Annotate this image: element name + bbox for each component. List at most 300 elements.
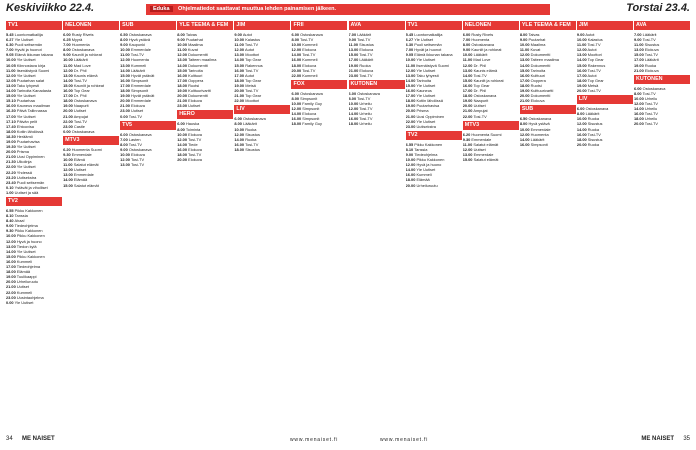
program-title: Yle Uutiset bbox=[16, 144, 36, 150]
program-title: Autot bbox=[242, 32, 252, 37]
program-title: Maailma bbox=[188, 42, 203, 48]
program-title: Tiedon kylä bbox=[16, 243, 37, 249]
program-title: Ehtoovisa bbox=[16, 123, 34, 129]
program-time: 8.10 bbox=[6, 213, 14, 219]
program-time: 8.00 bbox=[291, 95, 300, 101]
program-title: Tiedeohjelma bbox=[16, 264, 40, 270]
program-time: 20.00 bbox=[519, 93, 530, 99]
program-time: 12.05 bbox=[6, 77, 16, 83]
program-title: Urheilu bbox=[359, 121, 372, 127]
program-title: Ostoskanava bbox=[528, 116, 552, 122]
program-time: 13.00 bbox=[348, 47, 359, 53]
program-title: Tosi-TV bbox=[359, 106, 373, 112]
program-title: Tarinoita bbox=[416, 77, 432, 83]
program-item bbox=[63, 183, 119, 188]
program-title: Moottori bbox=[245, 98, 260, 104]
program-title: Moottori bbox=[587, 52, 602, 58]
program-title: Kalastus bbox=[587, 37, 603, 43]
program-title: Sisustus bbox=[245, 146, 260, 152]
program-time: 6.00 bbox=[291, 90, 300, 96]
program-time: 13.00 bbox=[6, 82, 16, 88]
program-time: 10.00 bbox=[177, 42, 188, 48]
program-title: Dokumentti bbox=[188, 93, 208, 99]
program-title: Yle Uutiset bbox=[16, 164, 36, 170]
program-time: 0.00 bbox=[63, 128, 71, 134]
program-time: 16.00 bbox=[634, 111, 644, 117]
program-title: Lääkärit bbox=[131, 67, 145, 73]
magazine-name-left: ME NAISET bbox=[22, 436, 55, 442]
program-time: 21.00 bbox=[177, 98, 188, 104]
program-time: 20.00 bbox=[462, 103, 473, 109]
program-time: 16.00 bbox=[519, 72, 530, 78]
program-title: Taku lyhyesti bbox=[16, 82, 40, 88]
program-time: 8.00 bbox=[634, 90, 642, 96]
program-time: 13.00 bbox=[120, 162, 130, 168]
program-time: 10.00 bbox=[6, 57, 16, 63]
program-time: 5.45 bbox=[405, 32, 414, 37]
program-time: 7.00 bbox=[462, 37, 471, 43]
program-time: 20.00 bbox=[63, 108, 73, 114]
program-title: Yle Uutiset bbox=[416, 82, 436, 88]
program-title: Elokuva bbox=[302, 62, 317, 68]
program-time: 14.00 bbox=[291, 111, 302, 117]
program-time: 6.50 bbox=[120, 32, 128, 37]
channel-header: MTV3 bbox=[463, 121, 519, 130]
program-time: 8.00 bbox=[291, 37, 300, 43]
program-time: 18.00 bbox=[291, 62, 302, 68]
program-title: Ostoskanava bbox=[128, 32, 152, 37]
program-title: Huomenta bbox=[71, 42, 90, 48]
program-title: Elokuva bbox=[530, 98, 545, 104]
program-time: 9.00 bbox=[634, 37, 642, 43]
program-title: Urheilu bbox=[359, 101, 372, 107]
program-time: 8.00 bbox=[348, 95, 357, 101]
program-time: 16.00 bbox=[63, 88, 73, 94]
program-title: Uutiset bbox=[73, 108, 87, 114]
program-item bbox=[577, 88, 633, 93]
program-title: Dr. Phil bbox=[73, 93, 87, 99]
listing-column bbox=[291, 19, 347, 431]
program-time: 20.00 bbox=[120, 98, 130, 104]
program-time: 11.00 bbox=[63, 162, 73, 168]
program-title: Uutiset bbox=[73, 167, 87, 173]
program-time: 14.00 bbox=[405, 77, 416, 83]
program-time: 19.00 bbox=[462, 98, 473, 104]
program-title: Tosi-TV bbox=[644, 121, 658, 127]
program-time: 15.00 bbox=[634, 52, 644, 58]
program-time: 20.00 bbox=[405, 108, 416, 114]
program-title: Elokuva bbox=[131, 103, 145, 109]
program-time: 20.00 bbox=[576, 141, 587, 147]
program-time: 9.00 bbox=[348, 37, 357, 43]
program-time: 16.00 bbox=[234, 141, 245, 147]
program-title: Ostoskanava bbox=[585, 106, 609, 112]
program-title: Uutisekstra bbox=[416, 123, 436, 129]
program-title: Ruoka bbox=[587, 126, 599, 132]
program-time: 14.00 bbox=[634, 106, 644, 112]
program-time: 15.10 bbox=[6, 98, 16, 104]
strip-tag: Eduka bbox=[150, 6, 173, 12]
program-time: 21.00 bbox=[120, 103, 130, 109]
program-time: 21.00 bbox=[348, 67, 359, 73]
program-item bbox=[463, 114, 519, 119]
program-time: 15.00 bbox=[519, 67, 530, 73]
program-item bbox=[6, 190, 62, 195]
program-item bbox=[291, 73, 347, 78]
channel-header: JIM bbox=[577, 21, 633, 30]
program-title: Ostoskanava bbox=[243, 116, 266, 122]
program-title: Pikku Kakkonen bbox=[14, 228, 43, 234]
program-title: Tosi-TV bbox=[587, 67, 601, 73]
program-title: Tosi-TV bbox=[473, 113, 487, 119]
program-time: 21.00 bbox=[462, 108, 473, 114]
program-title: Dokumentti bbox=[530, 93, 551, 99]
listing-column bbox=[234, 19, 290, 431]
program-title: Family Guy bbox=[302, 121, 322, 127]
program-title: Ostoskanava bbox=[473, 93, 497, 99]
program-time: 19.00 bbox=[6, 138, 16, 144]
program-time: 22.00 bbox=[405, 118, 416, 124]
channel-header: HERO bbox=[177, 110, 233, 119]
program-title: Tosi-TV bbox=[300, 37, 314, 43]
program-title: Simpsonit bbox=[131, 77, 149, 83]
program-title: Pikku Kakkonen bbox=[414, 141, 443, 147]
channel-header: FRII bbox=[291, 21, 347, 30]
program-time: 16.00 bbox=[6, 258, 16, 264]
program-time: 9.00 bbox=[63, 52, 71, 58]
program-title: Lääkärit bbox=[585, 111, 600, 117]
program-time: 8.00 bbox=[234, 121, 242, 127]
program-title: Emmerdale bbox=[73, 172, 94, 178]
program-title: Lääkärit bbox=[530, 136, 545, 142]
program-title: Uutiset bbox=[473, 146, 486, 152]
program-title: Top Gear bbox=[473, 82, 490, 88]
program-title: Ruoka bbox=[245, 126, 257, 132]
program-title: Emmerdale bbox=[131, 98, 151, 104]
program-time: 7.00 bbox=[348, 32, 357, 37]
program-time: 6.50 bbox=[519, 116, 528, 122]
program-title: Tuulikaappi bbox=[16, 274, 37, 280]
program-time: 10.00 bbox=[120, 47, 130, 53]
program-time: 17.00 bbox=[234, 72, 245, 78]
program-title: Metsä bbox=[587, 82, 599, 88]
program-time: 10.00 bbox=[177, 131, 188, 137]
program-time: 9.00 bbox=[6, 223, 14, 229]
program-title: Kiinnostava kirja bbox=[16, 62, 46, 68]
program-time: 16.00 bbox=[519, 141, 530, 147]
program-time: 13.00 bbox=[462, 151, 473, 157]
program-time: 11.00 bbox=[348, 42, 359, 48]
program-time: 19.30 bbox=[6, 144, 16, 150]
program-title: Kummeli bbox=[416, 172, 432, 178]
listing-column bbox=[6, 19, 62, 431]
program-title: Elokuva bbox=[302, 47, 317, 53]
program-title: Kummeli bbox=[16, 289, 32, 295]
program-title: Tiedeohjelma bbox=[14, 223, 38, 229]
program-title: Yle Uutiset bbox=[16, 72, 36, 78]
program-time: 20.00 bbox=[177, 157, 188, 163]
program-time: 17.00 bbox=[6, 113, 16, 119]
program-title: Kaupunki bbox=[128, 42, 146, 48]
program-title: Pikku Kakkonen bbox=[14, 208, 43, 213]
program-time: 14.00 bbox=[6, 248, 16, 254]
program-title: Kotiin lähdössä bbox=[416, 98, 443, 104]
program-time: 9.05 bbox=[405, 52, 414, 58]
program-title: Rakennus bbox=[587, 62, 606, 68]
program-title: Ostoskanava bbox=[128, 131, 152, 137]
program-title: Puutarhat bbox=[528, 37, 546, 43]
listing-column bbox=[577, 19, 633, 431]
program-time: 21.00 bbox=[6, 154, 16, 160]
program-time: 12.00 bbox=[462, 62, 473, 68]
program-time: 7.00 bbox=[634, 32, 642, 37]
program-title: Lääkärit bbox=[243, 121, 257, 127]
program-time: 6.00 bbox=[291, 32, 300, 37]
program-time: 21.00 bbox=[234, 93, 245, 99]
program-time: 14.00 bbox=[519, 62, 530, 68]
program-item bbox=[349, 73, 405, 78]
program-title: Yle Uutiset bbox=[416, 57, 436, 63]
program-title: Ostoskanava bbox=[300, 32, 323, 37]
program-time: 10.00 bbox=[234, 37, 245, 43]
program-time: 15.00 bbox=[6, 253, 16, 259]
program-time: 15.00 bbox=[462, 157, 473, 163]
program-title: Tosi-TV bbox=[245, 88, 259, 94]
program-time: 14.00 bbox=[519, 136, 530, 142]
channel-header: TV5 bbox=[120, 121, 176, 130]
program-item bbox=[177, 103, 233, 108]
page-number-right: 35 bbox=[683, 436, 690, 442]
program-time: 16.00 bbox=[576, 67, 587, 73]
program-title: Yle Uutiset bbox=[16, 93, 36, 99]
program-item bbox=[349, 121, 405, 126]
program-title: Yle Uutiset bbox=[416, 118, 436, 124]
program-title: Tosi-TV bbox=[357, 95, 371, 101]
program-time: 22.00 bbox=[462, 113, 473, 119]
program-title: Metsä bbox=[245, 82, 256, 88]
program-title: Uusi Oppiminen bbox=[416, 113, 445, 119]
program-title: Hyvät ystävät bbox=[131, 72, 155, 78]
program-title: Myyrä bbox=[71, 37, 83, 43]
program-title: Uusi Oppiminen bbox=[16, 154, 45, 160]
program-time: 13.00 bbox=[63, 72, 73, 78]
channel-header: NELONEN bbox=[463, 21, 519, 30]
program-title: Dokumentti bbox=[188, 62, 208, 68]
program-title: Lääkärit bbox=[73, 57, 88, 63]
program-title: Rusty Rivets bbox=[71, 32, 94, 37]
program-time: 18.00 bbox=[291, 121, 302, 127]
program-title: Tosi-TV bbox=[473, 72, 487, 78]
program-title: Simpsonit bbox=[302, 106, 320, 112]
program-time: 8.00 bbox=[120, 37, 128, 43]
program-title: Elokuva bbox=[188, 131, 202, 137]
program-title: Itsenäistyvä Suomi bbox=[16, 67, 50, 73]
program-title: Yle Uutiset bbox=[414, 37, 434, 43]
program-time: 16.00 bbox=[177, 146, 188, 152]
program-time: 18.00 bbox=[6, 269, 16, 275]
program-title: Naapurit bbox=[473, 98, 489, 104]
program-title: Dr. Phil bbox=[73, 67, 87, 73]
program-title: Urheilu bbox=[644, 95, 658, 101]
program-time: 10.00 bbox=[63, 57, 73, 63]
program-time: 17.00 bbox=[634, 57, 644, 63]
url-right[interactable]: www.menaiset.fi bbox=[380, 437, 429, 443]
program-time: 14.00 bbox=[234, 136, 245, 142]
program-time: 15.00 bbox=[177, 67, 188, 73]
program-title: Urheiluruutu bbox=[16, 279, 39, 285]
program-time: 6.00 bbox=[63, 32, 71, 37]
program-time: 10.05 bbox=[6, 62, 16, 68]
program-time: 10.00 bbox=[63, 157, 73, 163]
program-time: 18.00 bbox=[405, 177, 416, 183]
program-title: Hyvät ystävät bbox=[131, 93, 155, 99]
program-time: 12.00 bbox=[519, 131, 530, 137]
program-title: Simpsonit bbox=[131, 88, 149, 94]
program-title: Ruoka bbox=[644, 62, 657, 68]
program-time: 11.00 bbox=[6, 67, 16, 73]
program-time: 8.00 bbox=[177, 32, 185, 37]
program-title: Ostoskanava bbox=[357, 90, 380, 96]
program-title: Huomenta bbox=[131, 57, 149, 63]
program-title: Elokuva bbox=[359, 67, 374, 73]
program-title: Tosi-TV bbox=[73, 77, 88, 83]
program-time: 15.00 bbox=[234, 62, 245, 68]
program-title: Top Gear bbox=[245, 77, 262, 83]
program-title: Dr. Phil bbox=[473, 88, 487, 94]
program-title: Tosi-TV bbox=[359, 72, 373, 78]
program-time: 10.00 bbox=[462, 52, 473, 58]
listing-column bbox=[349, 19, 405, 431]
program-time: 11.00 bbox=[234, 42, 244, 48]
program-time: 18.00 bbox=[6, 128, 16, 134]
program-title: Kummeli bbox=[302, 42, 318, 48]
program-title: Taiteen maailma bbox=[188, 57, 217, 63]
program-item bbox=[177, 157, 233, 162]
program-title: Elokuva bbox=[302, 111, 317, 117]
channel-header: NELONEN bbox=[63, 21, 119, 30]
program-time: 11.00 bbox=[576, 42, 587, 48]
program-time: 18.00 bbox=[177, 151, 188, 157]
channel-header: TV1 bbox=[6, 21, 62, 30]
program-time: 9.05 bbox=[6, 52, 14, 58]
program-time: 18.00 bbox=[634, 116, 644, 122]
url-left[interactable]: www.menaiset.fi bbox=[290, 437, 339, 443]
program-title: Uutisekstra bbox=[16, 174, 37, 180]
program-time: 14.00 bbox=[6, 88, 16, 94]
program-time: 13.00 bbox=[120, 62, 130, 68]
program-title: Tosi-TV bbox=[587, 88, 601, 94]
channel-header: JIM bbox=[234, 21, 290, 30]
program-time: 16.00 bbox=[462, 82, 473, 88]
program-title: Kulttuuri bbox=[530, 72, 545, 78]
program-time: 10.00 bbox=[519, 126, 530, 132]
program-time: 6.00 bbox=[462, 32, 471, 37]
program-title: Tosi-TV bbox=[188, 136, 202, 142]
program-title: Lääkärit bbox=[357, 32, 372, 37]
program-title: Ruoka bbox=[245, 136, 257, 142]
program-title: Ostoskanava bbox=[642, 85, 666, 91]
program-title: Top Gear bbox=[73, 88, 90, 94]
program-title: Tosi-TV bbox=[644, 52, 658, 58]
program-time: 17.00 bbox=[177, 77, 188, 83]
program-time: 10.00 bbox=[348, 101, 359, 107]
program-time: 18.00 bbox=[519, 82, 530, 88]
program-time: 19.00 bbox=[234, 82, 245, 88]
program-title: Dr. Phil bbox=[473, 62, 487, 68]
program-time: 12.00 bbox=[291, 47, 302, 53]
program-title: Tosi-TV bbox=[644, 111, 658, 117]
program-title: Puutarhavisa bbox=[416, 103, 440, 109]
program-time: 15.00 bbox=[120, 72, 130, 78]
program-time: 11.00 bbox=[177, 47, 187, 53]
program-time: 6.55 bbox=[405, 141, 414, 147]
program-title: Hyvä ystävä bbox=[528, 121, 550, 127]
program-time: 12.00 bbox=[576, 47, 587, 53]
listing-column bbox=[406, 19, 462, 431]
program-title: Tosi-TV bbox=[302, 67, 316, 73]
program-time: 12.00 bbox=[6, 238, 16, 244]
program-time: 20.00 bbox=[6, 279, 16, 285]
program-time: 11.00 bbox=[519, 47, 530, 53]
program-time: 13.00 bbox=[63, 172, 73, 178]
program-time: 6.30 bbox=[405, 42, 414, 48]
program-time: 13.00 bbox=[405, 72, 416, 78]
program-time: 6.55 bbox=[6, 208, 14, 213]
program-time: 9.00 bbox=[519, 37, 528, 43]
program-item bbox=[463, 157, 519, 162]
program-time: 19.00 bbox=[576, 82, 587, 88]
program-title: Tosi-TV bbox=[587, 42, 601, 48]
program-time: 15.00 bbox=[348, 52, 359, 58]
program-title: Yle Uutiset bbox=[16, 248, 36, 254]
program-title: Kauniit ja rohkeat bbox=[473, 77, 504, 83]
program-time: 8.00 bbox=[519, 32, 528, 37]
program-title: Kummeli bbox=[131, 62, 147, 68]
channel-header: AVA bbox=[349, 21, 405, 30]
program-title: Kaunis elämä bbox=[473, 67, 498, 73]
program-title: Prisma bbox=[416, 108, 429, 114]
program-time: 18.00 bbox=[348, 121, 359, 127]
program-title: Salatut elämät bbox=[473, 141, 499, 147]
program-time: 17.00 bbox=[462, 88, 473, 94]
program-title: Urheilu bbox=[359, 111, 372, 117]
program-time: 21.00 bbox=[405, 113, 416, 119]
program-title: Pikku Kakkonen bbox=[16, 233, 45, 239]
program-time: 0.10 bbox=[6, 184, 14, 190]
program-title: Lasten bbox=[128, 136, 141, 142]
program-time: 22.00 bbox=[234, 98, 245, 104]
program-title: Kummeli bbox=[16, 258, 32, 264]
program-title: Puutarhan salat bbox=[16, 77, 45, 83]
program-time: 16.00 bbox=[6, 103, 16, 109]
program-title: Castle bbox=[73, 123, 85, 129]
program-time: 16.30 bbox=[6, 108, 16, 114]
program-title: Ystävät ja viholliset bbox=[14, 184, 48, 190]
program-time: 16.00 bbox=[405, 88, 416, 94]
program-title: Autot bbox=[587, 47, 597, 53]
left-day-title: Keskiviikko 22.4. bbox=[6, 2, 95, 14]
program-title: Emmerdale bbox=[471, 136, 492, 142]
program-time: 6.00 bbox=[348, 90, 357, 96]
program-time: 12.00 bbox=[291, 106, 302, 112]
program-title: Puoli seitsemän bbox=[14, 42, 43, 48]
program-title: Hyvät ja huonot bbox=[414, 47, 442, 53]
program-time: 18.00 bbox=[576, 136, 587, 142]
program-time: 9.00 bbox=[462, 47, 471, 53]
program-title: Uutiset bbox=[16, 284, 29, 290]
program-time: 19.00 bbox=[177, 88, 188, 94]
program-title: Tanssia bbox=[414, 146, 428, 152]
